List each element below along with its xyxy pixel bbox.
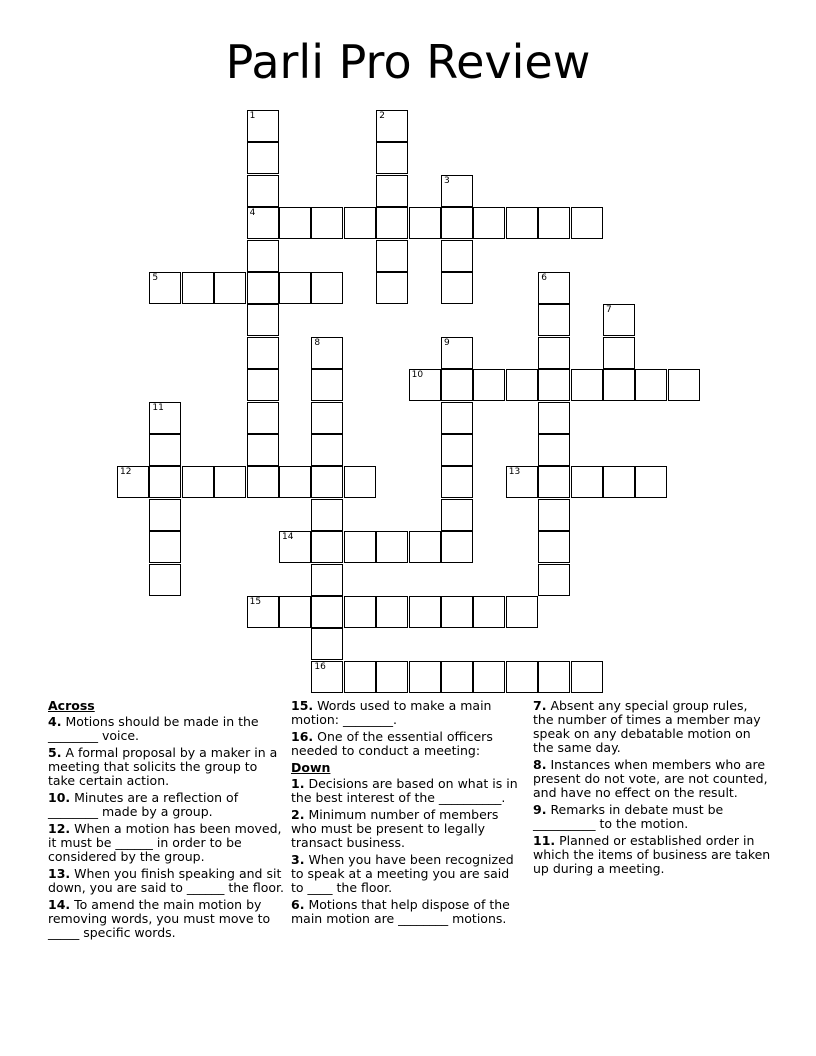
grid-cell[interactable] xyxy=(344,596,376,628)
grid-cell[interactable] xyxy=(409,596,441,628)
grid-cell[interactable] xyxy=(441,207,473,239)
grid-cell[interactable] xyxy=(538,402,570,434)
grid-cell[interactable] xyxy=(311,207,343,239)
clue-number: 4 xyxy=(249,208,256,219)
grid-cell[interactable] xyxy=(668,369,700,401)
grid-cell[interactable] xyxy=(149,531,181,563)
grid-cell[interactable] xyxy=(409,369,441,401)
grid-cell[interactable] xyxy=(149,499,181,531)
grid-cell[interactable] xyxy=(571,207,603,239)
clues-column-3 xyxy=(533,699,771,879)
grid-cell[interactable] xyxy=(311,628,343,660)
grid-cell[interactable] xyxy=(311,434,343,466)
page-title: Parli Pro Review xyxy=(225,35,591,89)
grid-cell[interactable] xyxy=(311,661,343,693)
clue-number: 14 xyxy=(282,532,294,543)
grid-cell[interactable] xyxy=(538,207,570,239)
grid-cell[interactable] xyxy=(441,402,473,434)
grid-cell[interactable] xyxy=(311,337,343,369)
clue-number: 1 xyxy=(249,111,256,121)
clue-number: 7 xyxy=(606,305,612,316)
grid-cell[interactable] xyxy=(311,531,343,563)
clue-number: 2 xyxy=(379,111,385,121)
grid-cell[interactable] xyxy=(279,207,311,239)
grid-cell[interactable] xyxy=(344,466,376,498)
grid-cell[interactable] xyxy=(603,304,635,336)
grid-cell[interactable] xyxy=(441,337,473,369)
grid-cell[interactable] xyxy=(441,499,473,531)
grid-cell[interactable] xyxy=(571,466,603,498)
grid-cell[interactable] xyxy=(311,402,343,434)
grid-cell[interactable] xyxy=(571,661,603,693)
clue-number: 6 xyxy=(541,273,547,283)
clue-number: 10 xyxy=(411,370,424,381)
grid-cell[interactable] xyxy=(311,272,343,304)
grid-cell[interactable] xyxy=(117,466,149,498)
grid-cell[interactable] xyxy=(311,466,343,498)
grid-cell[interactable] xyxy=(247,402,279,434)
grid-cell[interactable] xyxy=(409,207,441,239)
grid-cell[interactable] xyxy=(538,531,570,563)
grid-cell[interactable] xyxy=(247,596,279,628)
clue-down-6: 6. Motions that help dispose of the main motion are ________ motions. xyxy=(291,897,510,926)
clue-number: 5 xyxy=(152,273,159,283)
grid-cell[interactable] xyxy=(149,466,181,498)
grid-cell[interactable] xyxy=(538,434,570,466)
grid-cell[interactable] xyxy=(311,596,343,628)
grid-cell[interactable] xyxy=(538,337,570,369)
clues-column-2 xyxy=(291,699,523,929)
grid-cell[interactable] xyxy=(538,466,570,498)
grid-cell[interactable] xyxy=(376,240,408,272)
clue-down-9: 9. Remarks in debate must be __________ to the motion. xyxy=(533,802,724,831)
grid-cell[interactable] xyxy=(376,661,408,693)
grid-cell[interactable] xyxy=(311,369,343,401)
clue-down-8: 8. Instances when members who are present do not vote, are not counted, and have no effect on the result. xyxy=(533,757,768,800)
grid-cell[interactable] xyxy=(506,596,538,628)
grid-cell[interactable] xyxy=(473,369,505,401)
grid-cell[interactable] xyxy=(279,466,311,498)
clue-across-5: 5. A formal proposal by a maker in a meeting that solicits the group to take certain action. xyxy=(48,745,278,788)
clue-down-3: 3. When you have been recognized to speak at a meeting you are said to ____ the floor. xyxy=(291,852,514,895)
grid-cell[interactable] xyxy=(441,369,473,401)
grid-cell[interactable] xyxy=(149,272,181,304)
grid-cell[interactable] xyxy=(441,434,473,466)
clue-number: 15 xyxy=(249,597,262,607)
grid-cell[interactable] xyxy=(279,596,311,628)
grid-cell[interactable] xyxy=(311,564,343,596)
clue-down-7: 7. Absent any special group rules, the number of times a member may speak on any debatable motion on the same day. xyxy=(533,698,761,755)
grid-cell[interactable] xyxy=(182,272,214,304)
clue-across-15: 15. Words used to make a main motion: ________. xyxy=(291,698,492,727)
grid-cell[interactable] xyxy=(247,272,279,304)
grid-cell[interactable] xyxy=(376,272,408,304)
clue-number: 11 xyxy=(152,402,164,413)
grid-cell[interactable] xyxy=(247,110,279,142)
grid-cell[interactable] xyxy=(635,466,667,498)
grid-cell[interactable] xyxy=(247,337,279,369)
grid-cell[interactable] xyxy=(603,337,635,369)
grid-cell[interactable] xyxy=(506,661,538,693)
grid-cell[interactable] xyxy=(473,661,505,693)
grid-cell[interactable] xyxy=(279,272,311,304)
grid-cell[interactable] xyxy=(409,661,441,693)
grid-cell[interactable] xyxy=(538,499,570,531)
grid-cell[interactable] xyxy=(182,466,214,498)
grid-cell[interactable] xyxy=(247,369,279,401)
grid-cell[interactable] xyxy=(376,596,408,628)
grid-cell[interactable] xyxy=(441,240,473,272)
grid-cell[interactable] xyxy=(571,369,603,401)
grid-cell[interactable] xyxy=(441,661,473,693)
grid-cell[interactable] xyxy=(635,369,667,401)
grid-cell[interactable] xyxy=(344,207,376,239)
grid-cell[interactable] xyxy=(247,175,279,207)
grid-cell[interactable] xyxy=(506,466,538,498)
grid-cell[interactable] xyxy=(247,304,279,336)
grid-cell[interactable] xyxy=(603,466,635,498)
clue-down-11: 11. Planned or established order in which the items of business are taken up during a meeting. xyxy=(533,833,771,876)
grid-cell[interactable] xyxy=(344,531,376,563)
grid-cell[interactable] xyxy=(376,531,408,563)
grid-cell[interactable] xyxy=(538,661,570,693)
clue-down-2: 2. Minimum number of members who must be present to legally transact business. xyxy=(291,807,499,850)
grid-cell[interactable] xyxy=(441,596,473,628)
clue-number: 9 xyxy=(444,337,450,348)
grid-cell[interactable] xyxy=(538,564,570,596)
clue-down-1: 1. Decisions are based on what is in the best interest of the __________. xyxy=(291,776,518,805)
clue-across-16: 16. One of the essential officers needed to conduct a meeting: xyxy=(291,729,493,758)
clue-number: 16 xyxy=(314,661,326,672)
clue-number: 8 xyxy=(314,337,321,348)
grid-cell[interactable] xyxy=(149,434,181,466)
grid-cell[interactable] xyxy=(538,369,570,401)
grid-cell[interactable] xyxy=(441,466,473,498)
grid-cell[interactable] xyxy=(538,272,570,304)
clue-number: 3 xyxy=(444,175,450,186)
clue-number: 13 xyxy=(508,467,521,478)
down-heading: Down xyxy=(291,760,331,775)
grid-cell[interactable] xyxy=(214,466,246,498)
grid-cell[interactable] xyxy=(376,110,408,142)
grid-cell[interactable] xyxy=(247,434,279,466)
grid-cell[interactable] xyxy=(149,402,181,434)
clue-across-4: 4. Motions should be made in the ________ voice. xyxy=(48,714,259,743)
grid-cell[interactable] xyxy=(376,142,408,174)
grid-cell[interactable] xyxy=(538,304,570,336)
grid-cell[interactable] xyxy=(247,207,279,239)
grid-cell[interactable] xyxy=(247,466,279,498)
grid-cell[interactable] xyxy=(473,207,505,239)
clue-across-12: 12. When a motion has been moved, it must be ______ in order to be considered by the group. xyxy=(48,821,282,864)
grid-cell[interactable] xyxy=(376,175,408,207)
clue-number: 12 xyxy=(120,467,132,478)
grid-cell[interactable] xyxy=(409,531,441,563)
grid-cell[interactable] xyxy=(473,596,505,628)
grid-cell[interactable] xyxy=(603,369,635,401)
grid-cell[interactable] xyxy=(344,661,376,693)
grid-cell[interactable] xyxy=(214,272,246,304)
grid-cell[interactable] xyxy=(149,564,181,596)
grid-cell[interactable] xyxy=(247,240,279,272)
clue-across-13: 13. When you finish speaking and sit down, you are said to ______ the floor. xyxy=(48,866,284,895)
grid-cell[interactable] xyxy=(441,175,473,207)
grid-cell[interactable] xyxy=(247,142,279,174)
clue-across-14: 14. To amend the main motion by removing words, you must move to _____ specific words. xyxy=(48,897,271,940)
clue-across-10: 10. Minutes are a reflection of ________ made by a group. xyxy=(48,790,239,819)
across-heading: Across xyxy=(48,698,95,713)
grid-cell[interactable] xyxy=(506,369,538,401)
grid-cell[interactable] xyxy=(376,207,408,239)
grid-cell[interactable] xyxy=(441,531,473,563)
grid-cell[interactable] xyxy=(441,272,473,304)
grid-cell[interactable] xyxy=(311,499,343,531)
clues-column-1 xyxy=(48,699,284,943)
grid-cell[interactable] xyxy=(506,207,538,239)
grid-cell[interactable] xyxy=(279,531,311,563)
